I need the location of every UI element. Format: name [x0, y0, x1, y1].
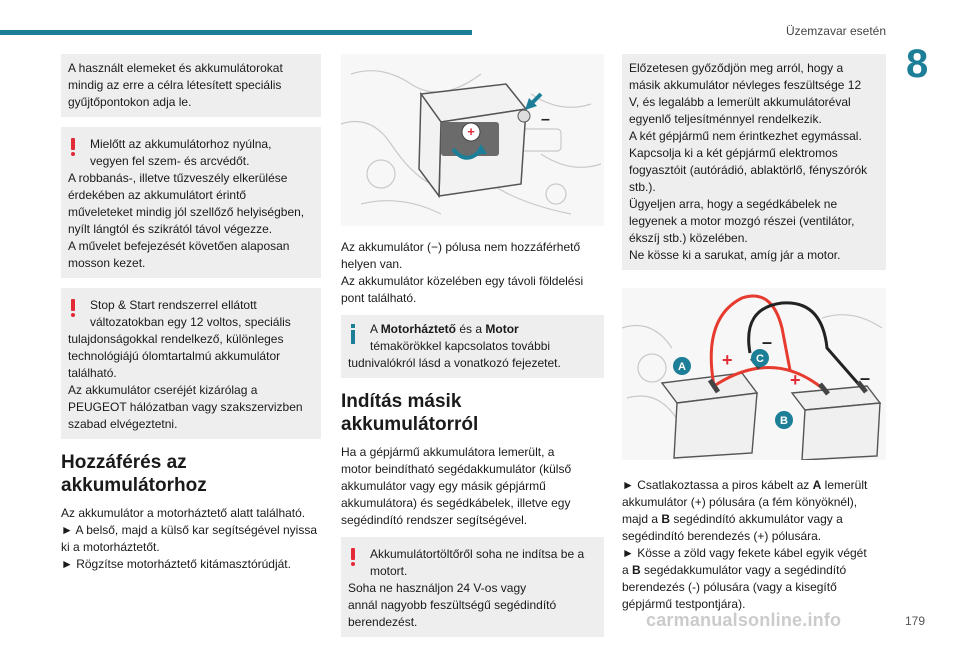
- text-line: Az akkumulátor a motorháztető alatt található.: [61, 506, 306, 520]
- text-span: majd a: [622, 512, 662, 526]
- heading-line: Indítás másik: [341, 391, 462, 412]
- figure-caption: [341, 239, 604, 307]
- text-line: Ha a gépjármű akkumulátora lemerült, a: [341, 445, 555, 459]
- text-span: és a: [456, 322, 486, 336]
- info-icon: [351, 324, 357, 344]
- text-line: Mielőtt az akkumulátorhoz nyúlna,: [90, 137, 272, 151]
- text-line: ► Rögzítse motorháztető kitámasztórúdját.: [61, 557, 291, 571]
- label-c: C: [756, 353, 764, 365]
- fig-minus-a: –: [762, 332, 773, 352]
- text-line: PEUGEOT hálózatban vagy szakszervizben: [68, 400, 303, 414]
- text-line: Ügyeljen arra, hogy a segédkábelek ne: [629, 197, 838, 211]
- text-line: változatokban egy 12 voltos, speciális: [90, 315, 291, 329]
- text-span: a: [622, 563, 633, 577]
- text-line: egyenlő teljesítménnyel rendelkezik.: [629, 112, 822, 126]
- fig-minus-b: –: [860, 368, 871, 388]
- text-span: Motor: [485, 322, 519, 336]
- text-line: Soha ne használjon 24 V-os vagy: [348, 581, 527, 595]
- text-line: található.: [68, 366, 117, 380]
- text-line: Stop & Start rendszerrel ellátott: [90, 298, 257, 312]
- info-note: [341, 315, 604, 378]
- text-line: tulajdonságokkal rendelkező, különleges: [68, 332, 284, 346]
- text-line: vegyen fel szem- és arcvédőt.: [90, 154, 250, 168]
- column-2: [341, 54, 604, 647]
- text-line: stb.).: [629, 180, 656, 194]
- text-line: ki a motorháztetőt.: [61, 540, 160, 554]
- text-line: akkumulátor (+) pólusára (a fém könyöknél),: [622, 495, 858, 509]
- chapter-number: 8: [906, 42, 929, 86]
- text-line: A használt elemeket és akkumulátorokat: [68, 61, 283, 75]
- text-line: motor beindítható segédakkumulátor (külső: [341, 462, 572, 476]
- text-line: ► A belső, majd a külső kar segítségével nyissa: [61, 523, 318, 537]
- text-line: segédindító berendezés (+) pólusára.: [622, 529, 822, 543]
- precaution-note: [622, 54, 886, 270]
- page-number: 179: [905, 614, 926, 628]
- fig-plus-b: +: [790, 370, 801, 390]
- text-line: [348, 321, 597, 338]
- text-line: Az akkumulátor közelében egy távoli földelési: [341, 274, 584, 288]
- disposal-note: [61, 54, 321, 117]
- plus-terminal-label: +: [467, 124, 475, 139]
- text-line: A művelet befejezését követően alaposan: [68, 239, 290, 253]
- text-line: Az akkumulátor cseréjét kizárólag a: [68, 383, 258, 397]
- text-line: ékszíj stb.) közelében.: [629, 231, 748, 245]
- text-span: A: [812, 478, 822, 492]
- text-line: motort.: [370, 564, 408, 578]
- text-line: segédindító rendszer segítségével.: [341, 513, 528, 527]
- text-span: ► Csatlakoztassa a piros kábelt az: [622, 478, 813, 492]
- text-line: műveleteket mindig jól szellőző helyiségben,: [68, 205, 305, 219]
- access-heading: [61, 451, 321, 497]
- text-line: nyílt lángtól és szikrától távol végezze.: [68, 222, 273, 236]
- text-line: pont található.: [341, 291, 417, 305]
- text-line: ► Kösse a zöld vagy fekete kábel egyik végét: [622, 546, 867, 560]
- text-span: A: [370, 322, 381, 336]
- text-line: A robbanás-, illetve tűzveszély elkerülése: [68, 171, 288, 185]
- text-line: akkumulátora) és segédkábelek, illetve egy: [341, 496, 571, 510]
- heading-line: akkumulátorról: [341, 414, 479, 435]
- label-a: A: [678, 361, 686, 373]
- text-line: témakörökkel kapcsolatos további: [370, 339, 551, 353]
- jumpstart-heading: [341, 390, 604, 436]
- jumpstart-body: [341, 444, 604, 529]
- heading-line: Hozzáférés az: [61, 452, 187, 473]
- text-line: érdekében az akkumulátort érintő: [68, 188, 247, 202]
- text-line: másik akkumulátor névleges feszültsége 12: [629, 78, 862, 92]
- column-1: [61, 54, 321, 581]
- text-line: tudnivalókról lásd a vonatkozó fejezetet.: [348, 356, 561, 370]
- text-line: fogyasztóit (autórádió, ablaktörlő, fényszórók: [629, 163, 868, 177]
- text-span: Motorháztető: [380, 322, 457, 336]
- text-line: annál nagyobb feszültségű segédindító: [348, 598, 557, 612]
- text-line: gépjármű testpontjára).: [622, 597, 746, 611]
- text-line: legyenek a motor mozgó részei (ventilátor,: [629, 214, 855, 228]
- access-body: [61, 505, 321, 573]
- text-line: berendezést.: [348, 615, 418, 629]
- column-3: [622, 54, 886, 621]
- text-line: [622, 562, 886, 579]
- text-span: segédindító akkumulátor vagy a: [670, 512, 843, 526]
- text-line: Előzetesen győződjön meg arról, hogy a: [629, 61, 844, 75]
- step-1: [622, 477, 886, 613]
- minus-terminal-label: –: [541, 111, 550, 128]
- text-line: helyen van.: [341, 257, 403, 271]
- watermark: carmanualsonline.info: [646, 610, 842, 630]
- text-line: [622, 477, 886, 494]
- text-line: technológiájú ólomtartalmú akkumulátor: [68, 349, 281, 363]
- jumpstart-illustration: [622, 288, 886, 460]
- text-line: szabad elvégeztetni.: [68, 417, 178, 431]
- text-span: B: [632, 563, 641, 577]
- text-line: berendezés (-) pólusára (vagy a kisegítő: [622, 580, 837, 594]
- text-line: [622, 511, 886, 528]
- heading-line: akkumulátorhoz: [61, 475, 207, 496]
- warning-icon: [71, 299, 76, 316]
- label-b: B: [780, 415, 788, 427]
- text-line: mindig az erre a célra létesített speciális: [68, 78, 282, 92]
- section-title: Üzemzavar esetén: [785, 24, 886, 38]
- text-line: Az akkumulátor (−) pólusa nem hozzáférhető: [341, 240, 581, 254]
- battery-illustration: [341, 54, 604, 226]
- text-span: lemerült: [821, 478, 868, 492]
- text-line: mosson kezet.: [68, 256, 146, 270]
- stop-start-warning: [61, 288, 321, 439]
- text-line: Kapcsolja ki a két gépjármű elektromos: [629, 146, 838, 160]
- text-line: gyűjtőpontokon adja le.: [68, 95, 192, 109]
- warning-icon: [351, 548, 356, 565]
- text-line: akkumulátor vagy egy másik gépjármű: [341, 479, 546, 493]
- fig-plus-a: +: [722, 350, 733, 370]
- text-span: B: [661, 512, 671, 526]
- text-line: Akkumulátortöltőről soha ne indítsa be a: [370, 547, 585, 561]
- text-line: A két gépjármű nem érintkezhet egymással.: [629, 129, 862, 143]
- text-line: V, és legalább a lemerült akkumulátoréval: [629, 95, 851, 109]
- warning-icon: [71, 138, 76, 155]
- safety-warning: [61, 127, 321, 278]
- text-span: segédakkumulátor vagy a segédindító: [640, 563, 847, 577]
- text-line: Ne kösse ki a sarukat, amíg jár a motor.: [629, 248, 841, 262]
- charger-warning: [341, 537, 604, 637]
- header-accent-bar: [0, 30, 472, 35]
